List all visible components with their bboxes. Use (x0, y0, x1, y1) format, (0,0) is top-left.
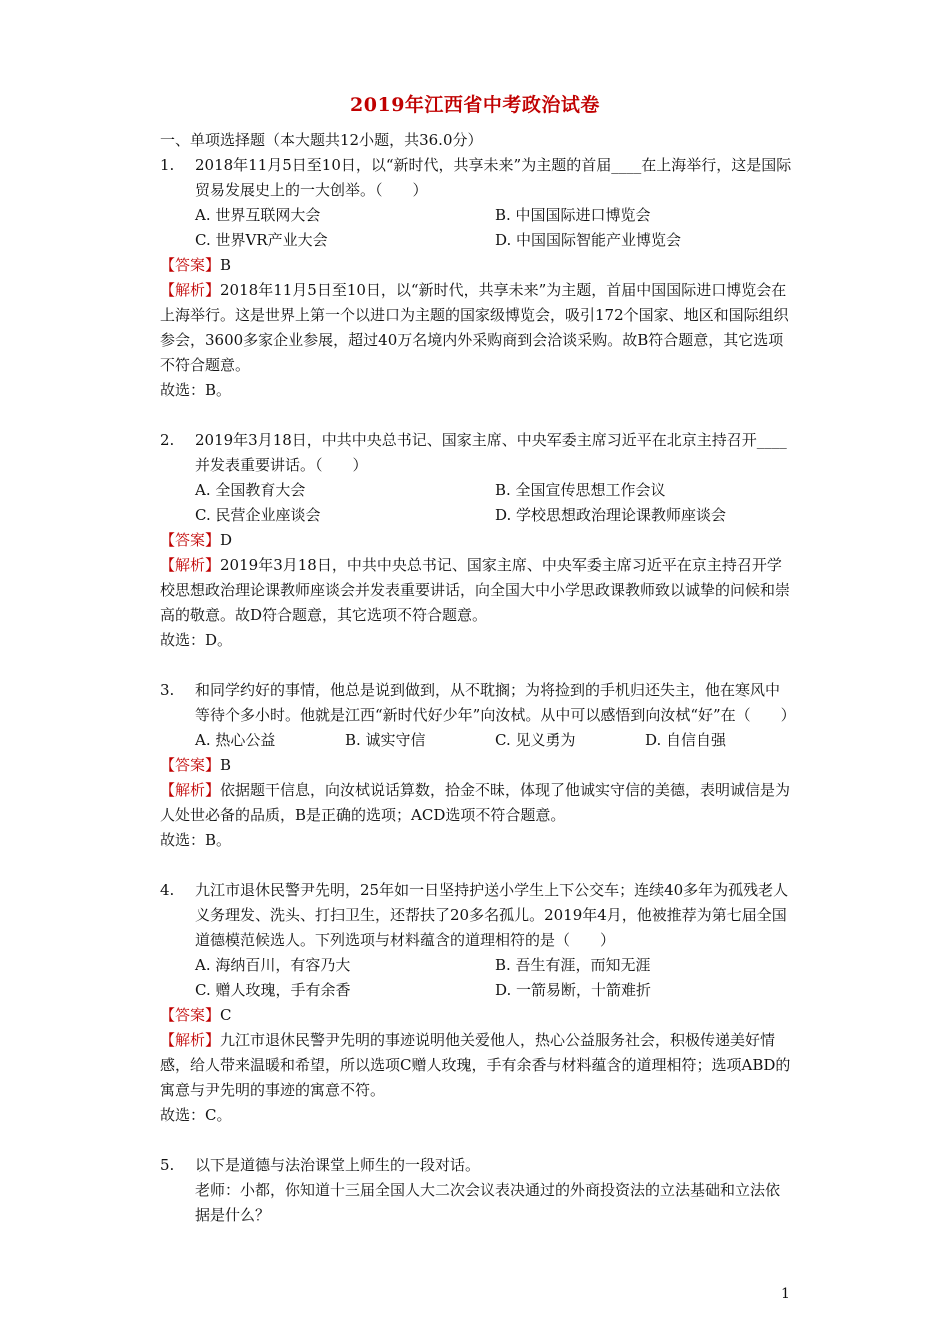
question-number: 5. (160, 1156, 175, 1174)
option-c: C. 世界VR产业大会 (195, 231, 328, 249)
explanation-tag: 【解析】 (160, 1031, 221, 1049)
question-5 (160, 1153, 792, 1178)
question-4 (160, 878, 792, 953)
answer-value: B (220, 756, 232, 774)
question-text: 2018年11月5日至10日，以“新时代，共享未来”为主题的首届____在上海举行，这是国际贸易发展史上的一大创举。（ ） (195, 156, 792, 199)
question-number: 1. (160, 156, 175, 174)
question-4-options (160, 953, 792, 1003)
question-text: 以下是道德与法治课堂上师生的一段对话。 (195, 1156, 481, 1174)
answer-value: C (220, 1006, 232, 1024)
question-2-options (160, 478, 792, 528)
explanation-tag: 【解析】 (160, 556, 221, 574)
answer-tag: 【答案】 (160, 256, 221, 274)
explanation-tag: 【解析】 (160, 281, 221, 299)
page-number: 1 (781, 1286, 790, 1302)
option-a: A. 热心公益 (195, 731, 276, 749)
question-3 (160, 678, 796, 728)
document-title: 2019年江西省中考政治试卷 (350, 94, 600, 116)
explanation-text: 2019年3月18日，中共中央总书记、国家主席、中央军委主席习近平在京主持召开学校思想政治理论课教师座谈会并发表重要讲话，向全国大中小学思政课教师致以诚挚的问候和崇高的敬意。故D符合题意，其它选项不符合题意。 (160, 556, 791, 624)
choose-line: 故选：B。 (160, 831, 232, 849)
answer-tag: 【答案】 (160, 1006, 221, 1024)
explanation (160, 1028, 792, 1103)
answer-line (160, 528, 792, 553)
option-a: A. 世界互联网大会 (195, 206, 321, 224)
explanation-text: 九江市退休民警尹先明的事迹说明他关爱他人，热心公益服务社会，积极传递美好情感，给人带来温暖和希望，所以选项C赠人玫瑰，手有余香与材料蕴含的道理相符；选项ABD的寓意与尹先明的事迹的寓意不符。 (160, 1031, 791, 1099)
section-heading: 一、单项选择题（本大题共12小题，共36.0分） (160, 131, 483, 149)
choose-line: 故选：B。 (160, 381, 232, 399)
dialog-text: 老师：小都，你知道十三届全国人大二次会议表决通过的外商投资法的立法基础和立法依据是什么？ (195, 1181, 781, 1224)
answer-line (160, 753, 792, 778)
answer-tag: 【答案】 (160, 531, 221, 549)
document-body (160, 128, 796, 1228)
explanation (160, 553, 792, 628)
explanation-text: 依据题干信息，向汝栻说话算数，拾金不昧，体现了他诚实守信的美德，表明诚信是为人处世必备的品质，B是正确的选项；ACD选项不符合题意。 (160, 781, 791, 824)
question-2 (160, 428, 792, 478)
option-b: B. 吾生有涯，而知无涯 (495, 956, 651, 974)
question-3-options (160, 728, 792, 753)
explanation (160, 778, 792, 828)
choose-line: 故选：C。 (160, 1106, 232, 1124)
option-c: C. 赠人玫瑰，手有余香 (195, 981, 351, 999)
answer-line (160, 253, 792, 278)
answer-line (160, 1003, 792, 1028)
option-d: D. 中国国际智能产业博览会 (495, 231, 682, 249)
option-a: A. 全国教育大会 (195, 481, 306, 499)
question-number: 2. (160, 431, 175, 449)
explanation-tag: 【解析】 (160, 781, 221, 799)
option-c: C. 见义勇为 (495, 731, 576, 749)
question-text: 2019年3月18日，中共中央总书记、国家主席、中央军委主席习近平在北京主持召开____并发表重要讲话。（ ） (195, 431, 787, 474)
option-d: D. 一箭易断，十箭难折 (495, 981, 652, 999)
question-1 (160, 153, 792, 203)
choose-line: 故选：D。 (160, 631, 233, 649)
question-number: 3. (160, 681, 175, 699)
option-a: A. 海纳百川，有容乃大 (195, 956, 351, 974)
question-text: 和同学约好的事情，他总是说到做到，从不耽搁；为将捡到的手机归还失主，他在寒风中等待个多小时。他就是江西“新时代好少年”向汝栻。从中可以感悟到向汝栻“好”在（ ） (195, 681, 796, 724)
explanation-text: 2018年11月5日至10日，以“新时代，共享未来”为主题，首届中国国际进口博览会在上海举行。这是世界上第一个以进口为主题的国家级博览会，吸引172个国家、地区和国际组织参会，3600多家企业参展，超过40万名境内外采购商到会洽谈采购。故B符合题意，其它选项不符合题意。 (160, 281, 789, 374)
option-b: B. 中国国际进口博览会 (495, 206, 651, 224)
option-d: D. 学校思想政治理论课教师座谈会 (495, 506, 727, 524)
question-text: 九江市退休民警尹先明，25年如一日坚持护送小学生上下公交车；连续40多年为孤残老人义务理发、洗头、打扫卫生，还帮扶了20多名孤儿。2019年4月，他被推荐为第七届全国道德模范候选人。下列选项与材料蕴含的道理相符的是（ ） (195, 881, 789, 949)
answer-value: D (220, 531, 233, 549)
option-c: C. 民营企业座谈会 (195, 506, 321, 524)
option-b: B. 诚实守信 (345, 731, 426, 749)
answer-value: B (220, 256, 232, 274)
explanation (160, 278, 792, 378)
option-d: D. 自信自强 (645, 731, 727, 749)
question-1-options (160, 203, 792, 253)
option-b: B. 全国宣传思想工作会议 (495, 481, 666, 499)
question-number: 4. (160, 881, 175, 899)
answer-tag: 【答案】 (160, 756, 221, 774)
